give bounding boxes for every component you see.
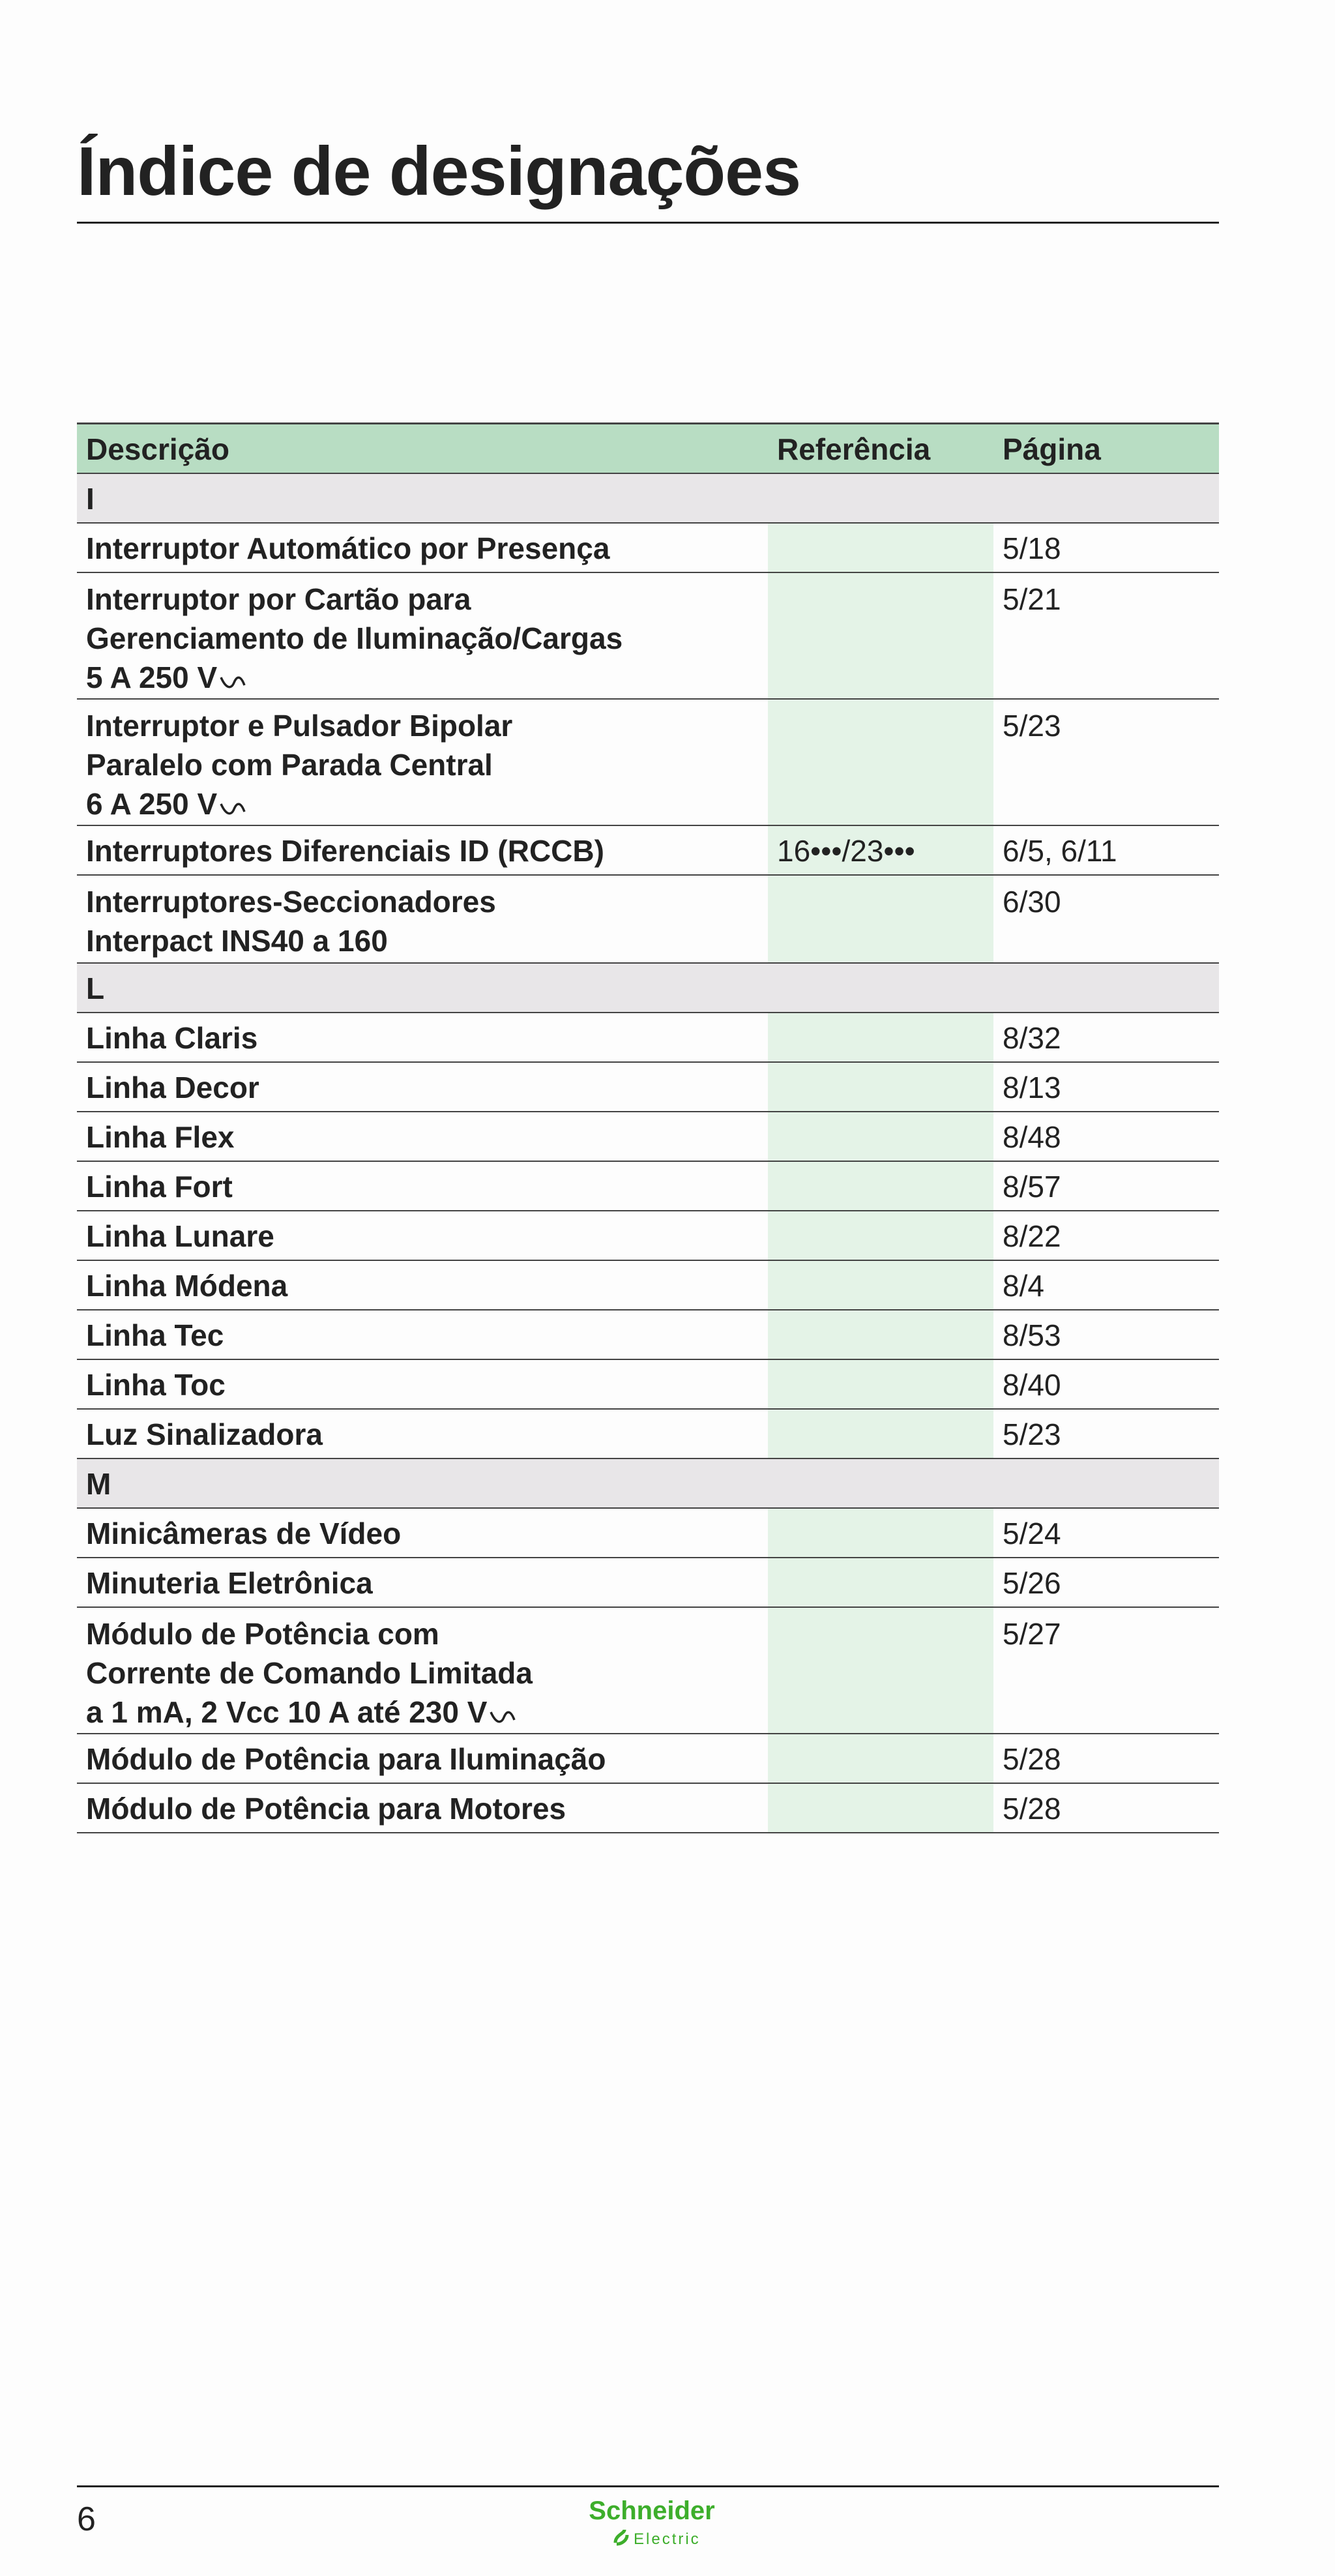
table-row bbox=[77, 1310, 1219, 1360]
row-page: 8/4 bbox=[1003, 1269, 1044, 1303]
table-row bbox=[77, 876, 1219, 964]
logo-symbol bbox=[615, 2530, 627, 2544]
table-row bbox=[77, 1784, 1219, 1833]
row-reference bbox=[768, 1013, 993, 1061]
row-page: 5/27 bbox=[1003, 1617, 1061, 1651]
row-description bbox=[77, 1162, 768, 1210]
logo-wordmark: Schneider bbox=[589, 2497, 715, 2525]
row-description bbox=[77, 1211, 768, 1260]
row-description bbox=[77, 1013, 768, 1061]
description-line: Gerenciamento de Iluminação/Cargas bbox=[86, 621, 623, 655]
description-line: Linha Decor bbox=[86, 1071, 259, 1104]
row-page: 5/18 bbox=[1003, 531, 1061, 565]
description-line: Módulo de Potência com bbox=[86, 1617, 439, 1651]
header-reference: Referência bbox=[777, 432, 931, 466]
row-reference bbox=[768, 1410, 993, 1458]
row-description bbox=[77, 1608, 768, 1733]
table-row bbox=[77, 1558, 1219, 1608]
row-reference bbox=[768, 1162, 993, 1210]
row-page: 8/32 bbox=[1003, 1021, 1061, 1055]
description-line: a 1 mA, 2 Vcc 10 A até 230 V bbox=[86, 1695, 488, 1729]
description-line: Interruptor e Pulsador Bipolar bbox=[86, 709, 513, 743]
row-page: 5/28 bbox=[1003, 1742, 1061, 1776]
page-title: Índice de designações bbox=[77, 133, 801, 210]
row-reference bbox=[768, 1112, 993, 1161]
description-line: Linha Tec bbox=[86, 1318, 224, 1352]
table-row bbox=[77, 1360, 1219, 1410]
description-line: 5 A 250 V bbox=[86, 660, 218, 694]
row-reference bbox=[768, 1063, 993, 1111]
description-line: Linha Módena bbox=[86, 1269, 288, 1303]
description-line: Minuteria Eletrônica bbox=[86, 1566, 373, 1600]
table-row bbox=[77, 826, 1219, 876]
section-row bbox=[77, 1459, 1219, 1509]
description-line: Minicâmeras de Vídeo bbox=[86, 1517, 402, 1550]
description-line: Corrente de Comando Limitada bbox=[86, 1656, 533, 1690]
table-row bbox=[77, 1112, 1219, 1162]
designations-table bbox=[77, 422, 1219, 1833]
description-line: Linha Fort bbox=[86, 1170, 233, 1204]
row-description bbox=[77, 1784, 768, 1832]
row-description bbox=[77, 573, 768, 698]
table-row bbox=[77, 1734, 1219, 1784]
description-line: Luz Sinalizadora bbox=[86, 1417, 323, 1451]
row-description bbox=[77, 876, 768, 962]
row-reference bbox=[768, 1211, 993, 1260]
table-row bbox=[77, 1063, 1219, 1112]
description-line: Linha Lunare bbox=[86, 1219, 274, 1253]
row-reference bbox=[768, 573, 993, 698]
row-page: 8/40 bbox=[1003, 1368, 1061, 1402]
row-page: 8/22 bbox=[1003, 1219, 1061, 1253]
row-description bbox=[77, 1261, 768, 1309]
ac-tilde-icon bbox=[490, 1708, 516, 1725]
description-line: Interruptores Diferenciais ID (RCCB) bbox=[86, 834, 604, 868]
table-row bbox=[77, 1261, 1219, 1310]
table-row bbox=[77, 1509, 1219, 1558]
ac-tilde-icon bbox=[220, 674, 246, 690]
row-reference bbox=[768, 876, 993, 962]
row-description bbox=[77, 1410, 768, 1458]
title-divider bbox=[77, 222, 1219, 224]
row-description bbox=[77, 524, 768, 572]
table-row bbox=[77, 1013, 1219, 1063]
table-row bbox=[77, 1410, 1219, 1459]
description-line: Linha Flex bbox=[86, 1120, 235, 1154]
row-reference bbox=[768, 1509, 993, 1557]
table-row bbox=[77, 573, 1219, 700]
row-reference: 16•••/23••• bbox=[768, 826, 993, 874]
row-description bbox=[77, 1558, 768, 1606]
logo-subword: Electric bbox=[634, 2530, 701, 2548]
row-page: 6/30 bbox=[1003, 885, 1061, 919]
row-reference bbox=[768, 1734, 993, 1783]
row-page: 8/48 bbox=[1003, 1120, 1061, 1154]
description-line: Linha Toc bbox=[86, 1368, 226, 1402]
footer-divider bbox=[77, 2485, 1219, 2487]
row-reference bbox=[768, 1784, 993, 1832]
section-letter: L bbox=[86, 971, 105, 1005]
row-reference bbox=[768, 1261, 993, 1309]
row-page: 8/13 bbox=[1003, 1071, 1061, 1104]
description-line: Linha Claris bbox=[86, 1021, 258, 1055]
row-reference bbox=[768, 1608, 993, 1733]
description-line: Interruptor Automático por Presença bbox=[86, 531, 610, 565]
row-reference bbox=[768, 1558, 993, 1606]
row-page: 5/23 bbox=[1003, 709, 1061, 743]
schneider-electric-logo bbox=[574, 2497, 730, 2549]
ac-tilde-icon bbox=[220, 800, 246, 817]
row-page: 6/5, 6/11 bbox=[1003, 834, 1117, 868]
header-description: Descrição bbox=[86, 432, 229, 466]
section-row bbox=[77, 474, 1219, 524]
row-reference bbox=[768, 1360, 993, 1408]
row-reference bbox=[768, 524, 993, 572]
table-row bbox=[77, 1162, 1219, 1211]
description-line: Interruptores-Seccionadores bbox=[86, 885, 496, 919]
description-line: Interpact INS40 a 160 bbox=[86, 924, 388, 958]
row-description bbox=[77, 1360, 768, 1408]
description-line: Módulo de Potência para Motores bbox=[86, 1792, 566, 1826]
table-row bbox=[77, 700, 1219, 826]
description-line: Paralelo com Parada Central bbox=[86, 748, 493, 782]
row-reference bbox=[768, 700, 993, 825]
row-page: 5/21 bbox=[1003, 582, 1061, 616]
section-letter: I bbox=[86, 482, 95, 516]
header-page: Página bbox=[1003, 432, 1101, 466]
page-number: 6 bbox=[77, 2500, 96, 2538]
row-page: 8/57 bbox=[1003, 1170, 1061, 1204]
table-row bbox=[77, 1211, 1219, 1261]
description-line: Módulo de Potência para Iluminação bbox=[86, 1742, 606, 1776]
section-letter: M bbox=[86, 1467, 111, 1501]
table-row bbox=[77, 1608, 1219, 1734]
row-page: 5/24 bbox=[1003, 1517, 1061, 1550]
row-description bbox=[77, 1509, 768, 1557]
row-reference bbox=[768, 1310, 993, 1359]
row-description bbox=[77, 1734, 768, 1783]
row-page: 5/26 bbox=[1003, 1566, 1061, 1600]
description-line: Interruptor por Cartão para bbox=[86, 582, 471, 616]
section-row bbox=[77, 964, 1219, 1013]
description-line: 6 A 250 V bbox=[86, 787, 218, 821]
row-description bbox=[77, 1112, 768, 1161]
row-page: 5/23 bbox=[1003, 1417, 1061, 1451]
row-description bbox=[77, 700, 768, 825]
table-row bbox=[77, 524, 1219, 573]
row-description bbox=[77, 1063, 768, 1111]
row-page: 8/53 bbox=[1003, 1318, 1061, 1352]
row-description bbox=[77, 1310, 768, 1359]
row-page: 5/28 bbox=[1003, 1792, 1061, 1826]
row-description bbox=[77, 826, 768, 874]
table-header-row bbox=[77, 424, 1219, 474]
